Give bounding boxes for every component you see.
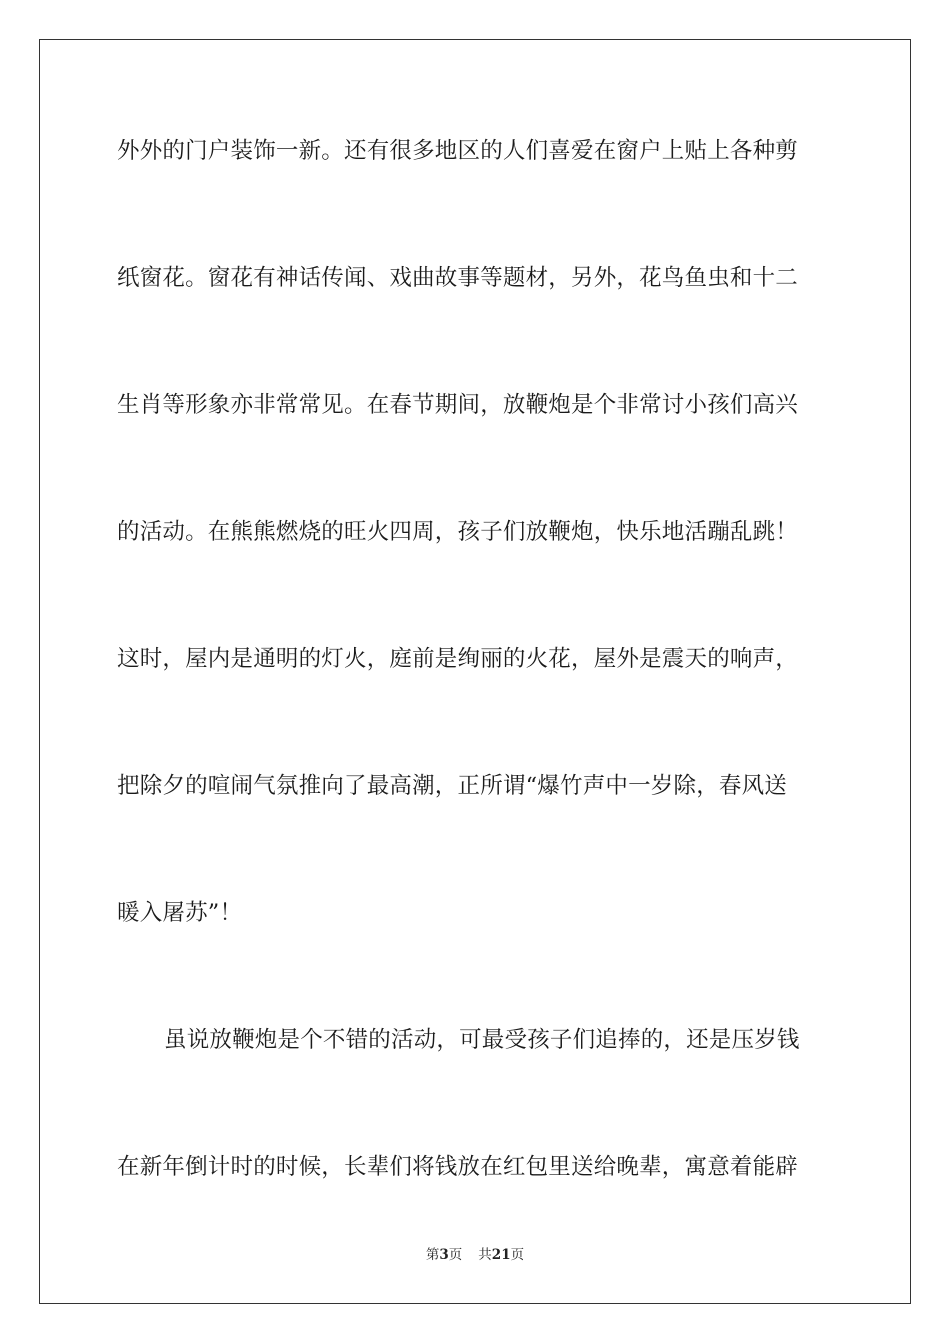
text-line: 暖入屠苏”！ (117, 900, 243, 926)
text-line: 把除夕的喧闹气氛推向了最高潮，正所谓“爆竹声中一岁除，春风送 (117, 773, 788, 799)
text-line: 在新年倒计时的时候，长辈们将钱放在红包里送给晚辈，寓意着能辟 (117, 1154, 799, 1180)
page-suffix: 页 (448, 1247, 463, 1263)
text-line: 纸窗花。窗花有神话传闻、戏曲故事等题材，另外，花鸟鱼虫和十二 (117, 265, 799, 291)
text-line: 生肖等形象亦非常常见。在春节期间，放鞭炮是个非常讨小孩们高兴 (117, 392, 799, 418)
page-footer (0, 1246, 950, 1264)
text-line: 的活动。在熊熊燃烧的旺火四周，孩子们放鞭炮，快乐地活蹦乱跳！ (117, 519, 799, 545)
paragraph-first-line: 虽说放鞭炮是个不错的活动，可最受孩子们追捧的，还是压岁钱 (164, 1027, 800, 1053)
page-number: 3 (439, 1247, 449, 1263)
total-prefix: 共 (478, 1247, 492, 1263)
text-line: 这时，屋内是通明的灯火，庭前是绚丽的火花，屋外是震天的响声， (117, 646, 799, 672)
text-line: 外外的门户装饰一新。还有很多地区的人们喜爱在窗户上贴上各种剪 (117, 138, 799, 164)
page-prefix: 第 (425, 1247, 440, 1263)
total-suffix: 页 (510, 1247, 525, 1263)
total-pages: 21 (491, 1247, 511, 1263)
